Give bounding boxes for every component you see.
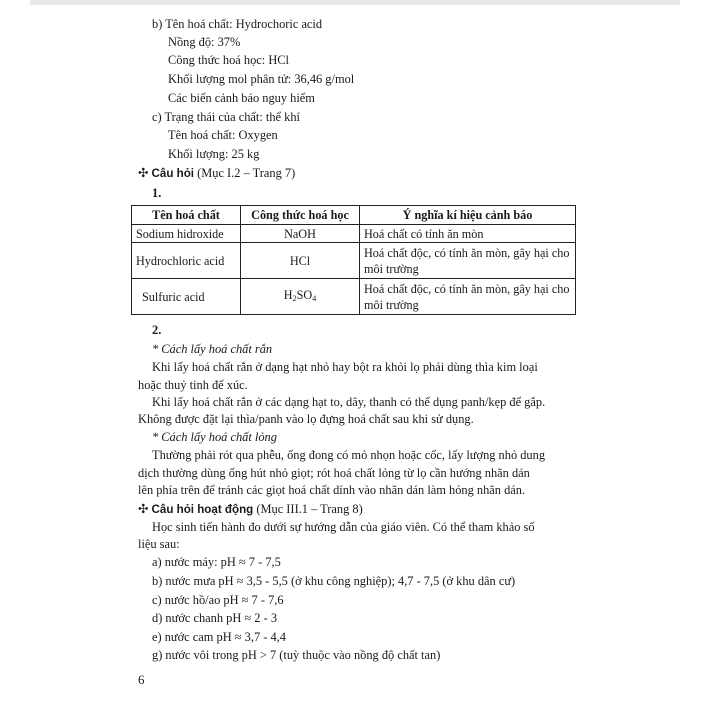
q3-heading — [138, 500, 363, 519]
q2-number: 2. — [152, 323, 162, 337]
cell-formula — [241, 279, 360, 315]
ph-item: a) nước máy: pH ≈ 7 - 7,5 — [152, 555, 281, 569]
formula-tail: SO — [296, 287, 313, 302]
ph-item: d) nước chanh pH ≈ 2 - 3 — [152, 611, 278, 625]
cell-meaning: Hoá chất độc, có tính ăn mòn, gây hại cho môi trường — [360, 279, 576, 315]
ph-item: c) nước hồ/ao pH ≈ 7 - 7,6 — [152, 593, 284, 607]
liquid-line3: lên phía trên để tránh các giọt hoá chất dính vào nhãn dán làm hỏng nhãn dán. — [138, 483, 526, 497]
solid-p1-line1: Khi lấy hoá chất rắn ở dạng hạt nhỏ hay bột ra khỏi lọ phải dùng thìa kim loại — [152, 360, 538, 374]
solid-p1-line2: hoặc thuỷ tinh để xúc. — [138, 378, 248, 392]
ph-item: e) nước cam pH ≈ 3,7 - 4,4 — [152, 630, 286, 644]
q1-number: 1. — [152, 186, 162, 200]
sec-c-line3: Khối lượng: 25 kg — [168, 147, 260, 161]
cell-name: Hydrochloric acid — [132, 243, 241, 279]
hazard-table — [131, 205, 576, 315]
sec-b-line3: Công thức hoá học: HCl — [168, 53, 289, 67]
sec-b-line1: b) Tên hoá chất: Hydrochoric acid — [152, 17, 323, 31]
col-header-name: Tên hoá chất — [132, 206, 241, 225]
cell-meaning: Hoá chất có tính ăn mòn — [360, 225, 576, 243]
q3-marker-icon: ✣ — [138, 502, 149, 516]
q3-ref: (Mục III.1 – Trang 8) — [256, 502, 363, 516]
sec-c-line2: Tên hoá chất: Oxygen — [168, 128, 278, 142]
formula-sub: 2 — [292, 293, 297, 303]
table-row — [132, 225, 576, 243]
formula-base: H — [283, 287, 293, 302]
q1-marker-icon: ✣ — [138, 166, 149, 180]
cell-name: Sodium hidroxide — [132, 225, 241, 243]
sec-b-line5: Các biển cảnh báo nguy hiểm — [168, 91, 315, 105]
cell-formula: HCl — [241, 243, 360, 279]
cell-formula: NaOH — [241, 225, 360, 243]
table-row — [132, 243, 576, 279]
sec-b-line4: Khối lượng mol phân tử: 36,46 g/mol — [168, 72, 355, 86]
liquid-line2: dịch thường dùng ống hút nhỏ giọt; rót hoá chất lỏng từ lọ cần hướng nhãn dán — [138, 466, 530, 480]
col-header-meaning: Ý nghĩa kí hiệu cảnh báo — [360, 206, 576, 225]
solid-p2-line2: Không được đặt lại thìa/panh vào lọ đựng hoá chất sau khi sử dụng. — [138, 412, 474, 426]
q1-ref: (Mục I.2 – Trang 7) — [197, 166, 296, 180]
sec-b-line2: Nồng độ: 37% — [168, 35, 241, 49]
table-row — [132, 279, 576, 315]
sec-c-line1: c) Trạng thái của chất: thể khí — [152, 110, 300, 124]
liquid-line1: Thường phải rót qua phễu, ống đong có mỏ nhọn hoặc cốc, lấy lượng nhỏ dung — [152, 448, 546, 462]
q3-intro-line2: liệu sau: — [138, 537, 180, 551]
col-header-formula: Công thức hoá học — [241, 206, 360, 225]
solid-title: * Cách lấy hoá chất rắn — [152, 342, 273, 356]
q3-label: Câu hỏi hoạt động — [151, 503, 254, 516]
page-number: 6 — [138, 672, 145, 687]
q3-intro-line1: Học sinh tiến hành đo dưới sự hướng dẫn của giáo viên. Có thể tham khảo số — [152, 520, 535, 534]
cell-meaning: Hoá chất độc, có tính ăn mòn, gây hại cho môi trường — [360, 243, 576, 279]
q1-label: Câu hỏi — [151, 167, 195, 180]
q1-heading — [138, 164, 295, 183]
solid-p2-line1: Khi lấy hoá chất rắn ở các dạng hạt to, dây, thanh có thể dụng panh/kẹp để gắp. — [152, 395, 546, 409]
ph-item: g) nước vôi trong pH > 7 (tuỳ thuộc vào nồng độ chất tan) — [152, 648, 441, 662]
cell-name: Sulfuric acid — [132, 279, 241, 315]
table-header-row — [132, 206, 576, 225]
liquid-title: * Cách lấy hoá chất lỏng — [152, 430, 277, 444]
formula-sub2: 4 — [312, 293, 317, 303]
ph-item: b) nước mưa pH ≈ 3,5 - 5,5 (ở khu công nghiệp); 4,7 - 7,5 (ở khu dân cư) — [152, 574, 516, 588]
